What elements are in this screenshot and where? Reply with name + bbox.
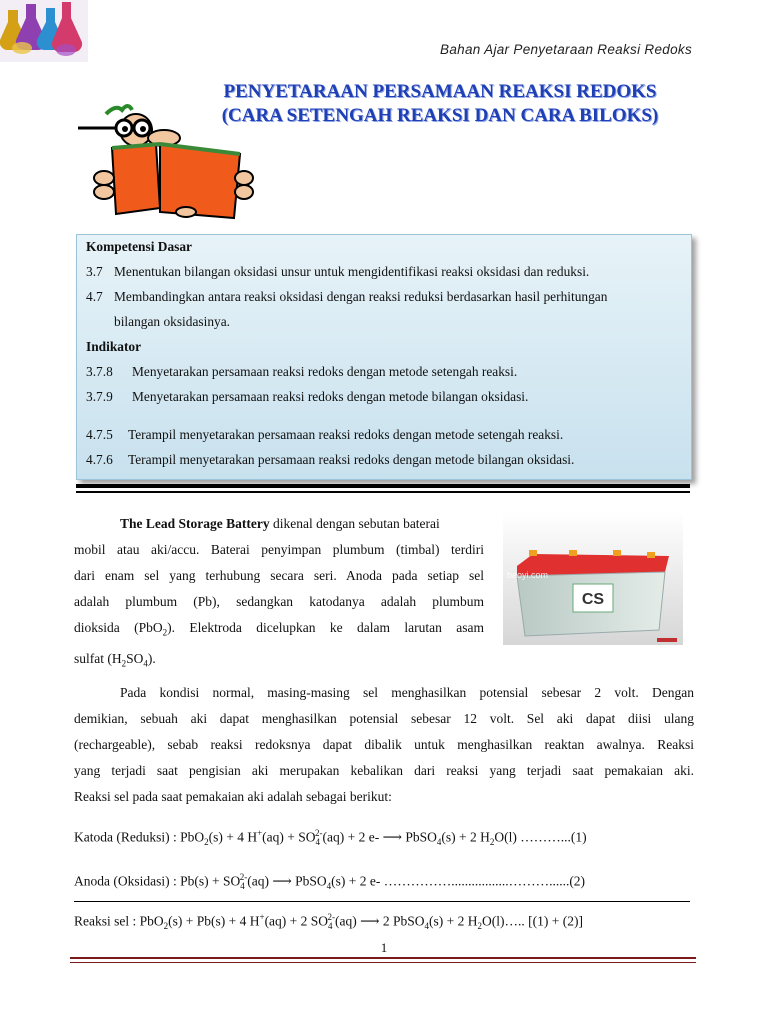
para1-line4: adalah plumbum (Pb), sedangkan katodanya adalah plumbum <box>74 594 484 609</box>
para2-line5: Reaksi sel pada saat pemakaian aki adalah sebagai berikut: <box>74 789 392 804</box>
page-title-line1: PENYETARAAN PERSAMAAN REAKSI REDOKS <box>223 81 657 102</box>
kd1-number: 3.7 <box>86 264 103 279</box>
ind3-text: Terampil menyetarakan persamaan reaksi redoks dengan metode setengah reaksi. <box>128 427 564 442</box>
battery-watermark: baoyi.com <box>507 570 549 580</box>
ind4-text: Terampil menyetarakan persamaan reaksi redoks dengan metode bilangan oksidasi. <box>128 452 575 467</box>
para1-line5: dioksida (PbO$_2$). Elektroda dicelupkan ke dalam larutan asam <box>74 620 484 638</box>
para1-line2: mobil atau aki/accu. Baterai penyimpan plumbum (timbal) terdiri <box>74 542 484 557</box>
ind1-number: 3.7.8 <box>86 364 113 379</box>
para2-line4: yang terjadi saat pengisian aki merupakan kebalikan dari reaksi yang terjadi saat pemakaian aki. <box>74 763 694 778</box>
battery-term: The Lead Storage Battery <box>120 516 270 531</box>
para2-line1: Pada kondisi normal, masing-masing sel menghasilkan potensial sebesar 2 volt. Dengan <box>120 685 694 700</box>
paragraph-potential <box>74 680 694 810</box>
equation-sum-line <box>74 901 690 902</box>
competency-heading: Kompetensi Dasar <box>86 239 193 254</box>
page-number: 1 <box>380 940 388 955</box>
ind4-number: 4.7.6 <box>86 452 113 467</box>
para1-line3: dari enam sel yang terhubung secara seri. Anoda pada setiap sel <box>74 568 484 583</box>
indicator-heading: Indikator <box>86 339 142 354</box>
para2-line2: demikian, sebuah aki dapat menghasilkan potensial sebesar 12 volt. Sel aki dapat diisi ulang <box>74 711 694 726</box>
para1-line1: dikenal dengan sebutan baterai <box>269 516 440 531</box>
kd2-text-b: bilangan oksidasinya. <box>114 314 231 329</box>
kd2-text-a: Membandingkan antara reaksi oksidasi dengan reaksi reduksi berdasarkan hasil perhitungan <box>114 289 608 304</box>
kd1-text: Menentukan bilangan oksidasi unsur untuk mengidentifikasi reaksi oksidasi dan reduksi. <box>114 264 590 279</box>
divider-thin <box>76 491 690 493</box>
battery-photo <box>503 512 683 645</box>
reading-cartoon <box>76 100 256 220</box>
ind1-text: Menyetarakan persamaan reaksi redoks dengan metode setengah reaksi. <box>132 364 518 379</box>
ind2-text: Menyetarakan persamaan reaksi redoks dengan metode bilangan oksidasi. <box>132 389 529 404</box>
divider-thick <box>76 484 690 488</box>
equation-cathode: Katoda (Reduksi) : PbO$_2$(s) + 4 $H^+(aq) + SO_4^{2-}(aq) + 2$ e- ⟶ PbSO$_4$(s) + 2 $H_2O(l)$ ………...(1) <box>74 828 587 848</box>
equation-cell: Reaksi sel : PbO$_2$(s) + Pb(s) + 4 H+(aq) + 2 $SO_4^{2-}(aq)$ ⟶ 2 PbSO$_4$(s) + 2 $H_2O(l)\dots$.. [(1) + (2)] <box>74 912 583 932</box>
paragraph-battery <box>74 511 484 676</box>
battery-brand: CS <box>581 591 605 608</box>
footer-rule-thick <box>70 957 696 959</box>
ind3-number: 4.7.5 <box>86 427 113 442</box>
para1-line6: sulfat $(H_2SO_4)$. <box>74 650 156 669</box>
footer-rule-thin <box>70 962 696 963</box>
ind2-number: 3.7.9 <box>86 389 113 404</box>
flasks-logo <box>0 0 88 62</box>
page-title-line2: (CARA SETENGAH REAKSI DAN CARA BILOKS) <box>221 105 659 126</box>
equation-anode: Anoda (Oksidasi) : $Pb(s) + SO_4^{2-}(aq)$ ⟶ PbSO$_4$(s) + 2 e- …………….................………......(2) <box>74 872 586 892</box>
document-header: Bahan Ajar Penyetaraan Reaksi Redoks <box>440 42 692 57</box>
para2-line3: (rechargeable), sebab reaksi redoksnya dapat dibalik untuk menghasilkan reaktan awalnya. Reaksi <box>74 737 694 752</box>
kd2-number: 4.7 <box>86 289 103 304</box>
